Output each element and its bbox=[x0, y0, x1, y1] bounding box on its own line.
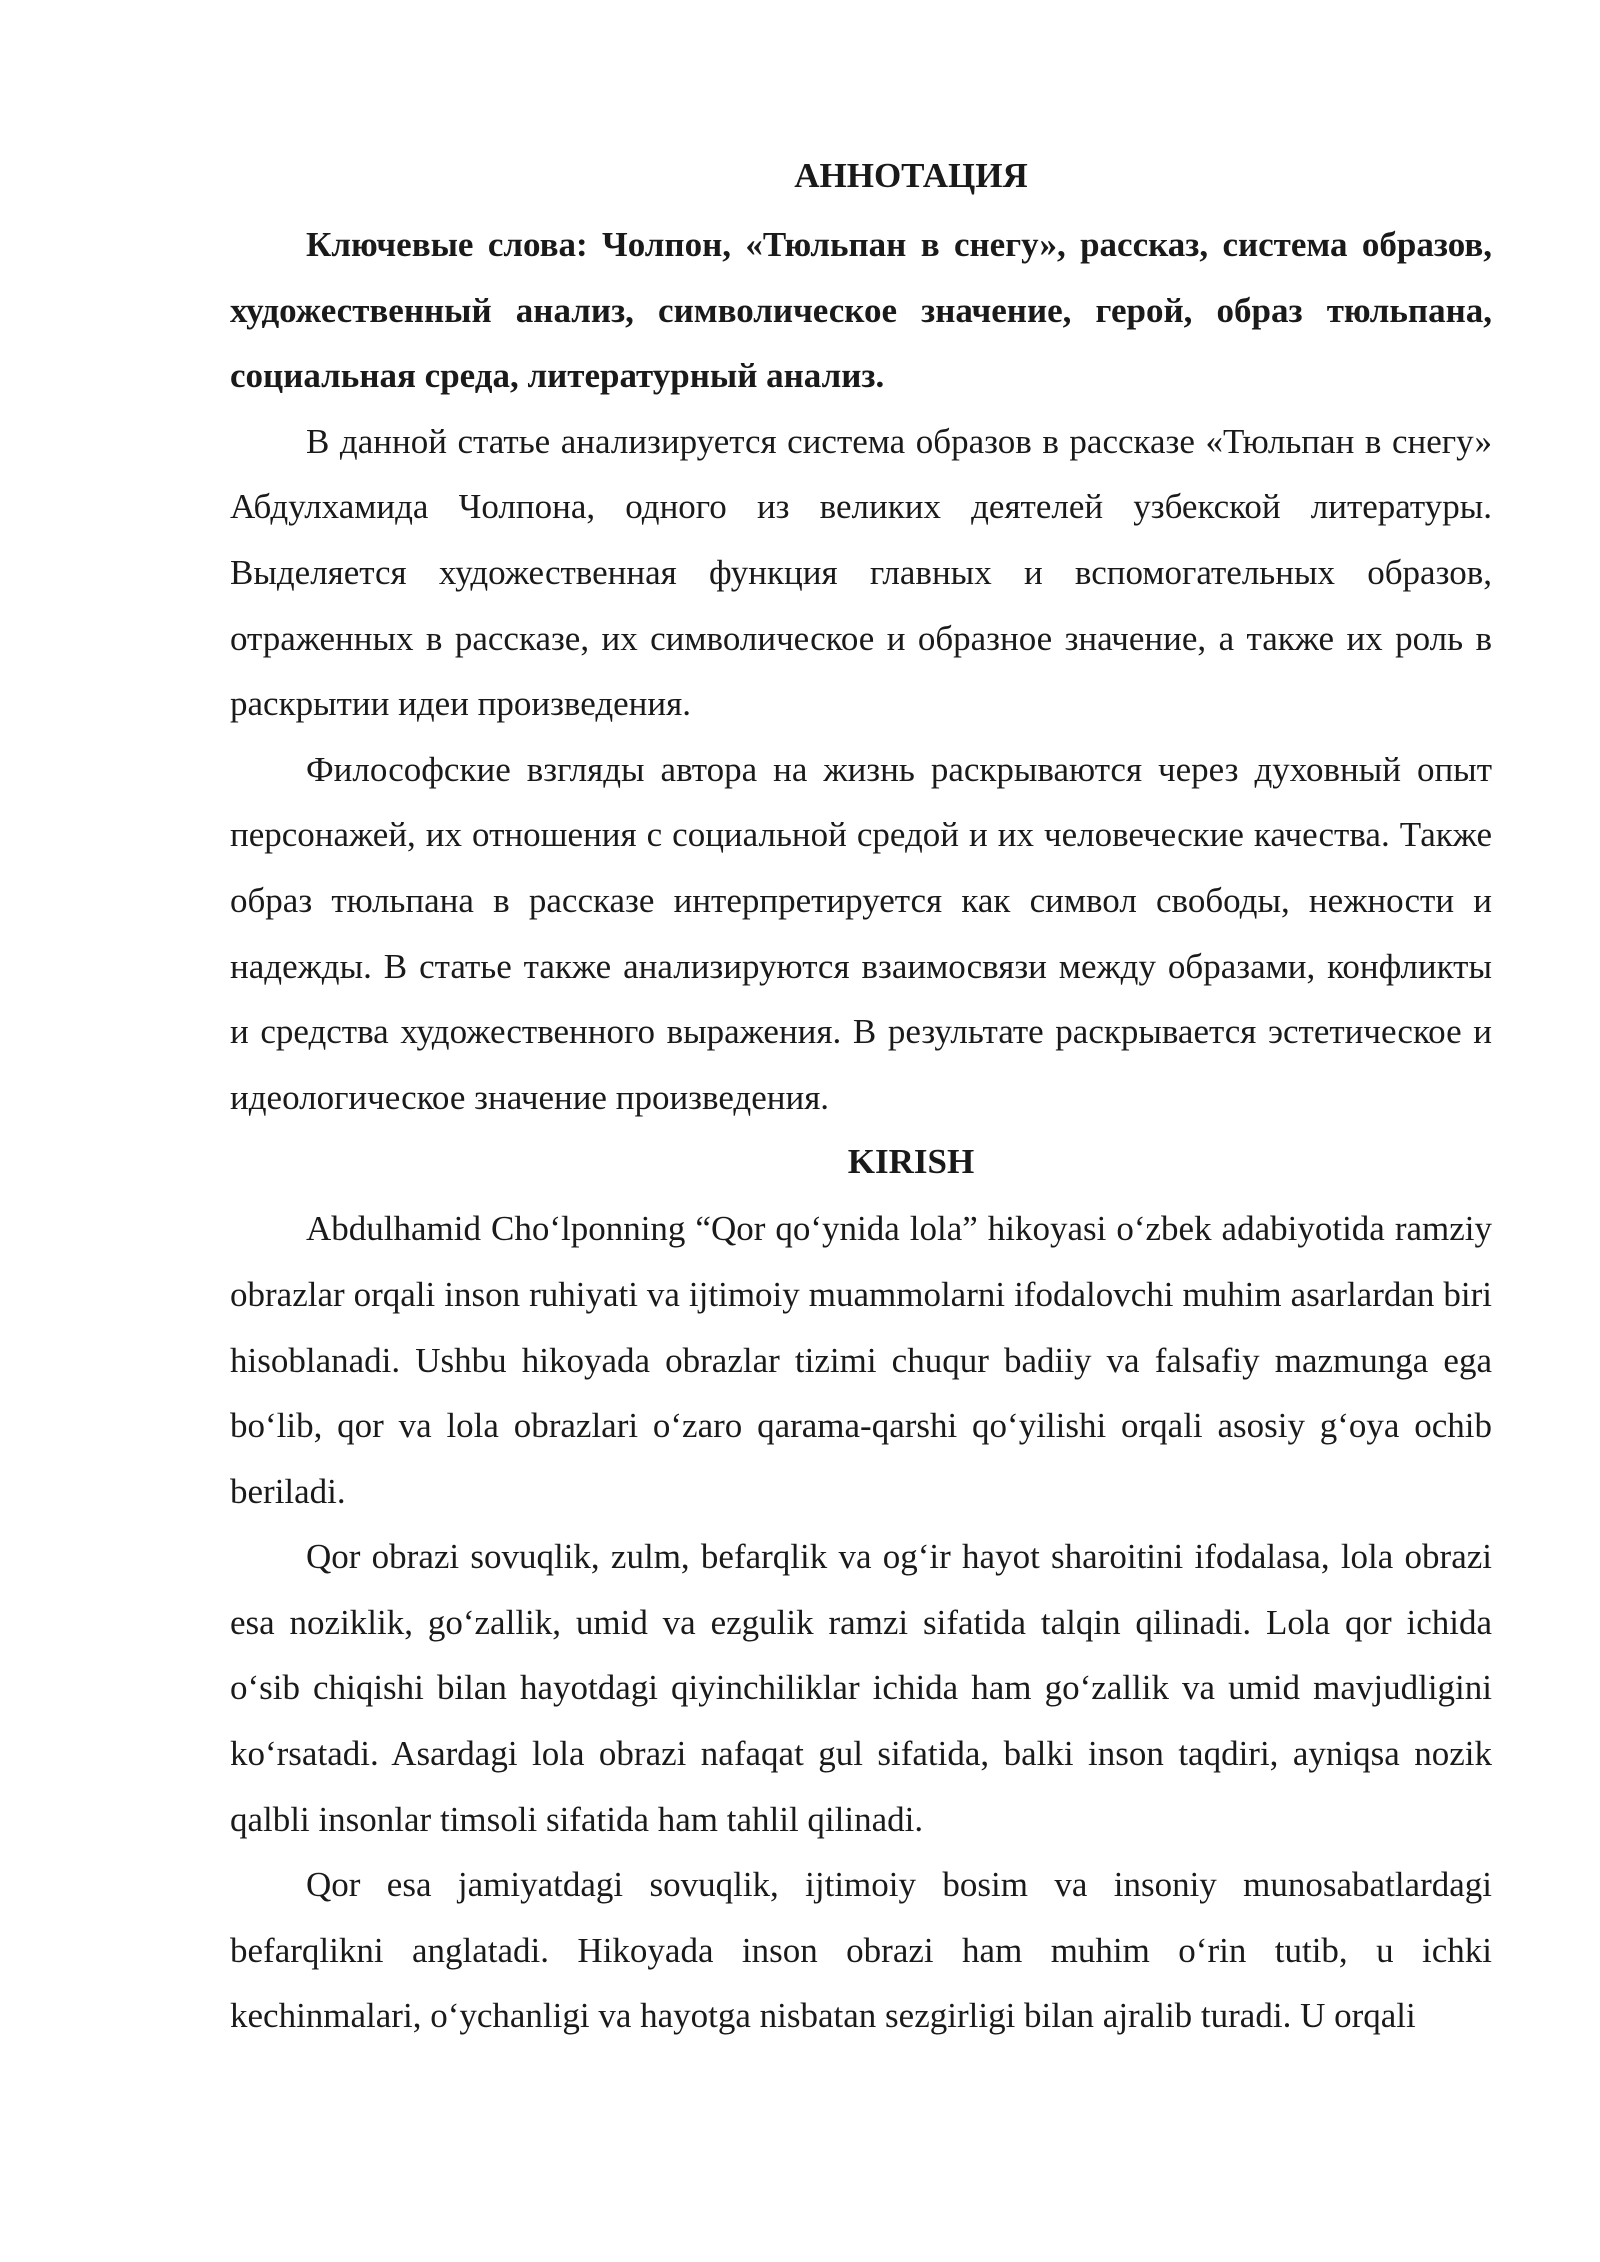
annotation-paragraph-2: Философские взгляды автора на жизнь раскрываются через духовный опыт персонажей, их отношения с социальной средой и их человеческие качества. Также образ тюльпана в рассказе интерпретируется как символ свободы, нежности и надежды. В статье также анализируются взаимосвязи между образами, конфликты и средства художественного выражения. В результате раскрывается эстетическое и идеологическое значение произведения. bbox=[230, 749, 1492, 1117]
kirish-heading: KIRISH bbox=[847, 1142, 975, 1182]
kirish-paragraph-2: Qor obrazi sovuqlik, zulm, befarqlik va ogʻir hayot sharoitini ifodalasa, lola obrazi esa noziklik, goʻzallik, umid va ezgulik ramzi sifatida talqin qilinadi. Lola qor ichida oʻsib chiqishi bilan hayotdagi qiyinchiliklar ichida ham goʻzallik va umid mavjudligini koʻrsatadi. Asardagi lola obrazi nafaqat gul sifatida, balki inson taqdiri, ayniqsa nozik qalbli insonlar timsoli sifatida ham tahlil qilinadi. bbox=[230, 1537, 1492, 1839]
keywords-paragraph: Ключевые слова: Чолпон, «Тюльпан в снегу», рассказ, система образов, художественный анализ, символическое значение, герой, образ тюльпана, социальная среда, литературный анализ. bbox=[230, 225, 1492, 396]
kirish-paragraph-1: Abdulhamid Choʻlponning “Qor qoʻynida lola” hikoyasi oʻzbek adabiyotida ramziy obrazlar orqali inson ruhiyati va ijtimoiy muammolarni ifodalovchi muhim asarlardan biri hisoblanadi. Ushbu hikoyada obrazlar tizimi chuqur badiiy va falsafiy mazmunga ega boʻlib, qor va lola obrazlari oʻzaro qarama-qarshi qoʻyilishi orqali asosiy gʻoya ochib beriladi. bbox=[230, 1209, 1492, 1511]
annotation-heading: АННОТАЦИЯ bbox=[794, 156, 1028, 195]
annotation-paragraph-1: В данной статье анализируется система образов в рассказе «Тюльпан в снегу» Абдулхамида Чолпона, одного из великих деятелей узбекской литературы. Выделяется художественная функция главных и вспомогательных образов, отраженных в рассказе, их символическое и образное значение, а также их роль в раскрытии идеи произведения. bbox=[230, 421, 1492, 724]
page-content bbox=[230, 148, 1492, 2049]
kirish-paragraph-3: Qor esa jamiyatdagi sovuqlik, ijtimoiy bosim va insoniy munosabatlardagi befarqlikni anglatadi. Hikoyada inson obrazi ham muhim oʻrin tutib, u ichki kechinmalari, oʻychanligi va hayotga nisbatan sezgirligi bilan ajralib turadi. U orqali bbox=[230, 1865, 1492, 2036]
